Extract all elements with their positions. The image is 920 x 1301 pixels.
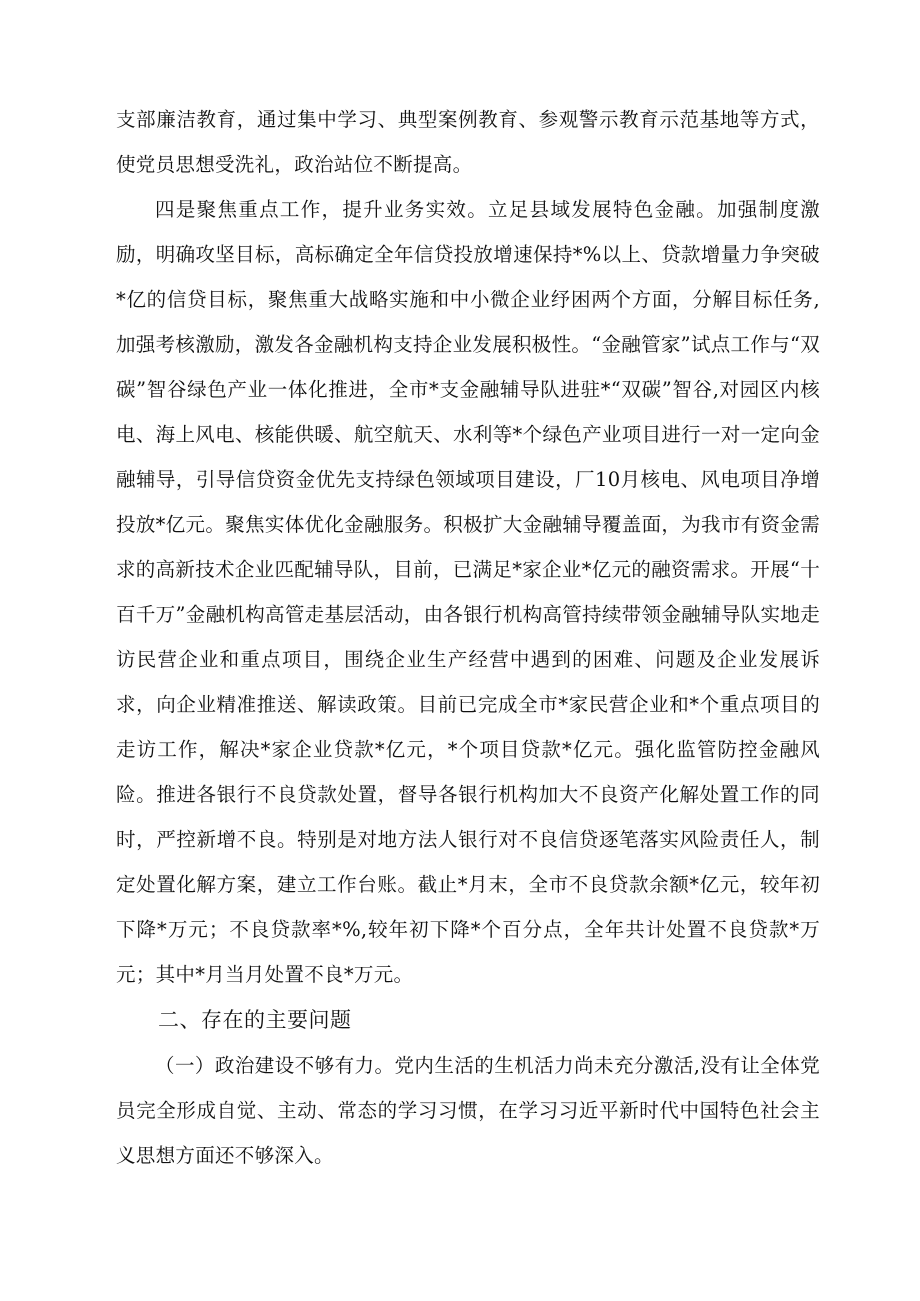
paragraph-continued: 支部廉洁教育，通过集中学习、典型案例教育、参观警示教育示范基地等方式，使党员思想受洗礼，政治站位不断提高。 xyxy=(116,108,820,176)
paragraph-key-work: 四是聚焦重点工作，提升业务实效。立足县域发展特色金融。加强制度激励，明确攻坚目标，高标确定全年信贷投放增速保持*%以上、贷款增量力争突破*亿的信贷目标，聚焦重大战略实施和中小微企业纾困两个方面，分解目标任务,加强考核激励，激发各金融机构支持企业发展积极性。“金融管家”试点工作与“双碳”智谷绿色产业一体化推进，全市*支金融辅导队进驻*“双碳”智谷,对园区内核电、海上风电、核能供暖、航空航天、水利等*个绿色产业项目进行一对一定向金融辅导，引导信贷资金优先支持绿色领域项目建设，厂10月核电、风电项目净增投放*亿元。聚焦实体优化金融服务。积极扩大金融辅导覆盖面，为我市有资金需求的高新技术企业匹配辅导队，目前，已满足*家企业*亿元的融资需求。开展“十百千万”金融机构高管走基层活动，由各银行机构高管持续带领金融辅导队实地走访民营企业和重点项目，围绕企业生产经营中遇到的困难、问题及企业发展诉求，向企业精准推送、解读政策。目前已完成全市*家民营企业和*个重点项目的走访工作，解决*家企业贷款*亿元，*个项目贷款*亿元。强化监管防控金融风险。推进各银行不良贷款处置，督导各银行机构加大不良资产化解处置工作的同时，严控新增不良。特别是对地方法人银行对不良信贷逐笔落实风险责任人，制定处置化解方案，建立工作台账。截止*月末，全市不良贷款余额*亿元，较年初下降*万元；不良贷款率*%,较年初下降*个百分点，全年共计处置不良贷款*万元；其中*月当月处置不良*万元。 xyxy=(116,198,821,986)
paragraph-issue-one: （一）政治建设不够有力。党内生活的生机活力尚未充分激活,没有让全体党员完全形成自觉、主动、常态的学习习惯，在学习习近平新时代中国特色社会主义思想方面还不够深入。 xyxy=(116,1054,820,1167)
section-heading: 二、存在的主要问题 xyxy=(158,1008,352,1032)
